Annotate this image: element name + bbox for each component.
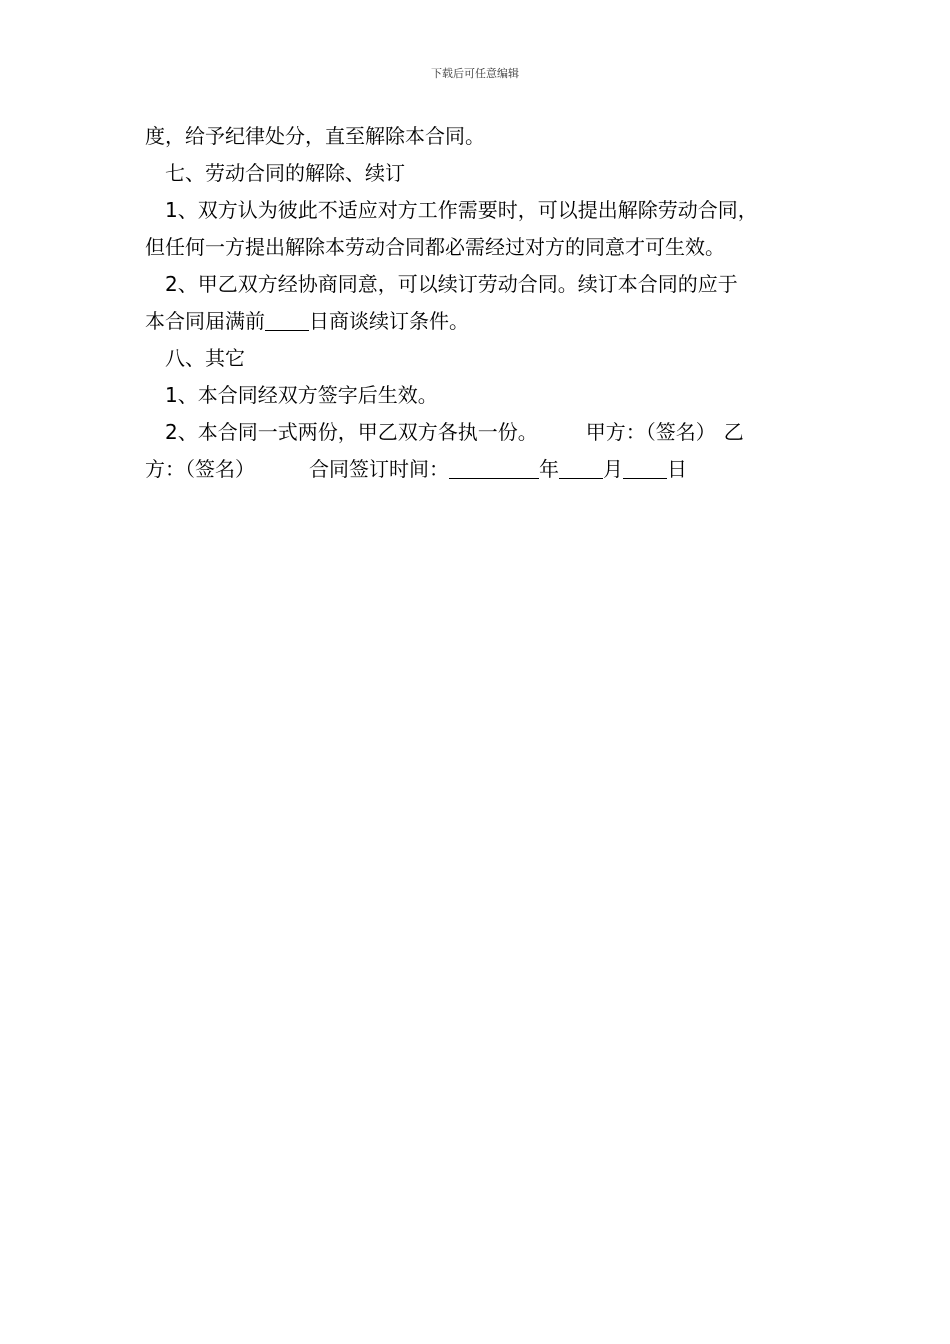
section-8-title: 八、其它 [165,346,245,370]
s7-item2-line2-post: 日商谈续订条件。 [309,309,469,333]
paragraph-line-1: 度，给予纪律处分，直至解除本合同。 [145,124,485,148]
document-body [145,118,815,488]
sign-date-label: 合同签订时间： [309,457,449,481]
s8-item2-line1 [145,414,815,451]
s7-item2-line2 [145,303,815,340]
day-blank [623,457,667,479]
day-label: 日 [667,457,687,481]
s8-item1: 1、本合同经双方签字后生效。 [165,383,438,407]
party-b-label-part1: 乙 [723,420,744,444]
party-a-signature-label: 甲方：（签名） [585,420,716,444]
signature-date-line [145,451,815,488]
renewal-days-blank [265,309,309,331]
page-header-note: 下载后可任意编辑 [431,67,519,80]
party-b-label-part2: 方：（签名） [145,457,255,481]
s7-item2-line1: 2、甲乙双方经协商同意，可以续订劳动合同。续订本合同的应于 [165,272,738,296]
s7-item1-line1: 1、双方认为彼此不适应对方工作需要时，可以提出解除劳动合同， [165,198,758,222]
s7-item2-line2-pre: 本合同届满前 [145,309,265,333]
year-blank [449,457,539,479]
month-label: 月 [603,457,623,481]
s8-item2-text: 2、本合同一式两份，甲乙双方各执一份。 [165,420,538,444]
s7-item1-line2: 但任何一方提出解除本劳动合同都必需经过对方的同意才可生效。 [145,235,725,259]
section-7-title: 七、劳动合同的解除、续订 [165,161,405,185]
year-label: 年 [539,457,559,481]
month-blank [559,457,603,479]
